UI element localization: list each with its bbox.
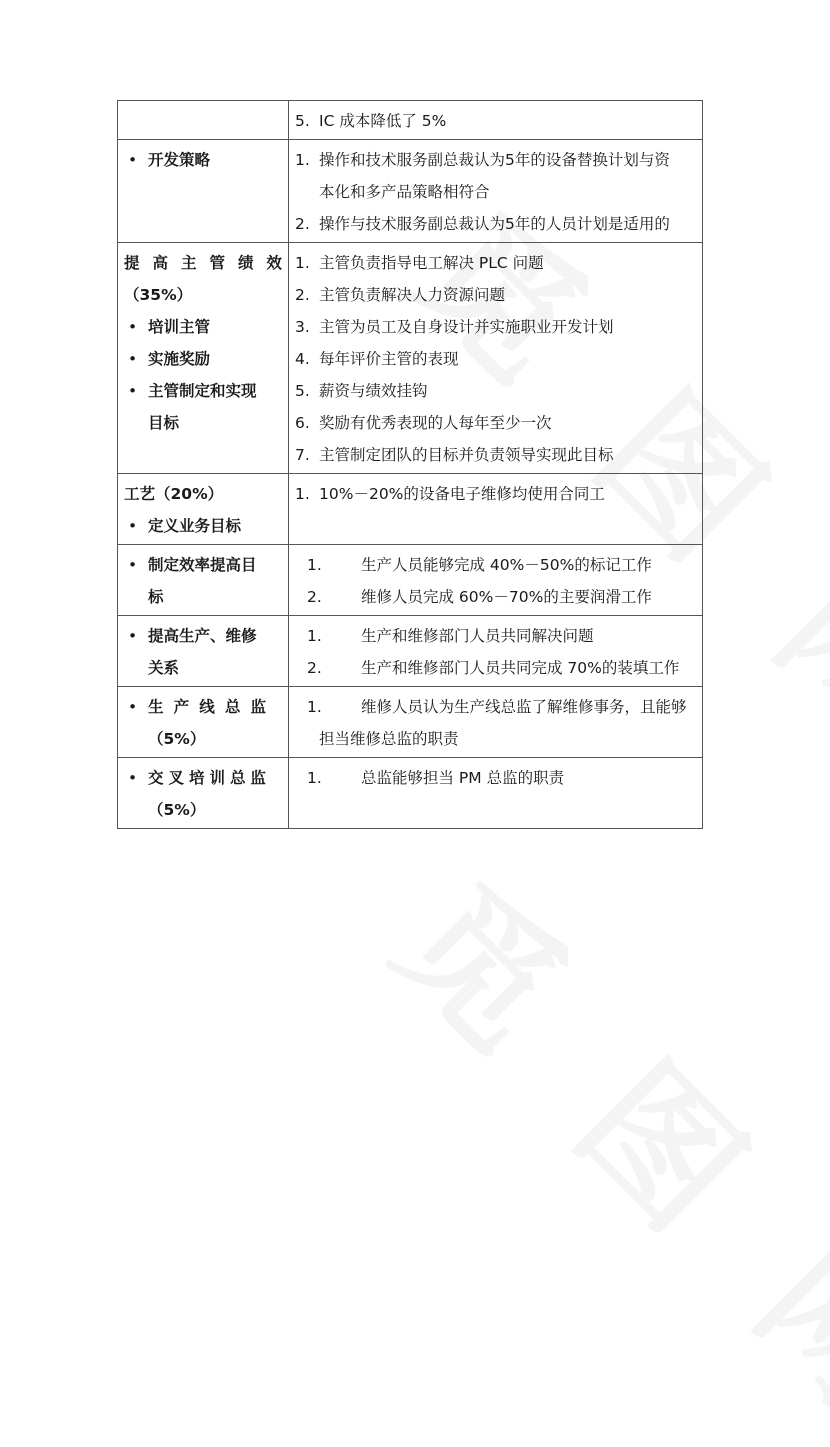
table-row bbox=[118, 616, 703, 687]
table-row bbox=[118, 243, 703, 474]
table-row bbox=[118, 545, 703, 616]
right-cell: 1. 主管负责指导电工解决 PLC 问题 2. 主管负责解决人力资源问题 3. 主管为员工及自身设计并实施职业开发计划 4. 每年评价主管的表现 5. 薪资与绩效挂钩 6. 奖励有优秀表现的人每年至少一次 7. 主管制定团队的目标并负责领导实现此目标 bbox=[289, 243, 703, 474]
right-cell: 1. 10%－20%的设备电子维修均使用合同工 bbox=[289, 474, 703, 545]
table-row bbox=[118, 474, 703, 545]
table-row bbox=[118, 758, 703, 829]
table-row bbox=[118, 140, 703, 243]
left-cell: • 开发策略 bbox=[118, 140, 289, 243]
left-cell: 工艺（20%） • 定义业务目标 bbox=[118, 474, 289, 545]
right-cell: 5. IC 成本降低了 5% bbox=[289, 101, 703, 140]
section-heading: 提 高 主 管 绩 效 bbox=[124, 254, 282, 272]
left-cell: • 提高生产、维修 关系 bbox=[118, 616, 289, 687]
right-cell: 1. 总监能够担当 PM 总监的职责 bbox=[289, 758, 703, 829]
left-cell: • 交 叉 培 训 总 监 （5%） bbox=[118, 758, 289, 829]
watermark bbox=[360, 829, 830, 1447]
table-row bbox=[118, 101, 703, 140]
left-cell: • 生 产 线 总 监 （5%） bbox=[118, 687, 289, 758]
strategy-table bbox=[117, 100, 703, 829]
right-cell: 1. 生产人员能够完成 40%－50%的标记工作 2. 维修人员完成 60%－70%的主要润滑工作 bbox=[289, 545, 703, 616]
right-cell: 1. 操作和技术服务副总裁认为5年的设备替换计划与资 本化和多产品策略相符合 2. 操作与技术服务副总裁认为5年的人员计划是适用的 bbox=[289, 140, 703, 243]
left-cell: 提 高 主 管 绩 效 （35%） • 培训主管 • 实施奖励 • 主管制定和实现 目标 bbox=[118, 243, 289, 474]
table-row bbox=[118, 687, 703, 758]
left-cell bbox=[118, 101, 289, 140]
right-cell: 1. 维修人员认为生产线总监了解维修事务，且能够 担当维修总监的职责 bbox=[289, 687, 703, 758]
left-cell: • 制定效率提高目 标 bbox=[118, 545, 289, 616]
right-cell: 1. 生产和维修部门人员共同解决问题 2. 生产和维修部门人员共同完成 70%的装填工作 bbox=[289, 616, 703, 687]
